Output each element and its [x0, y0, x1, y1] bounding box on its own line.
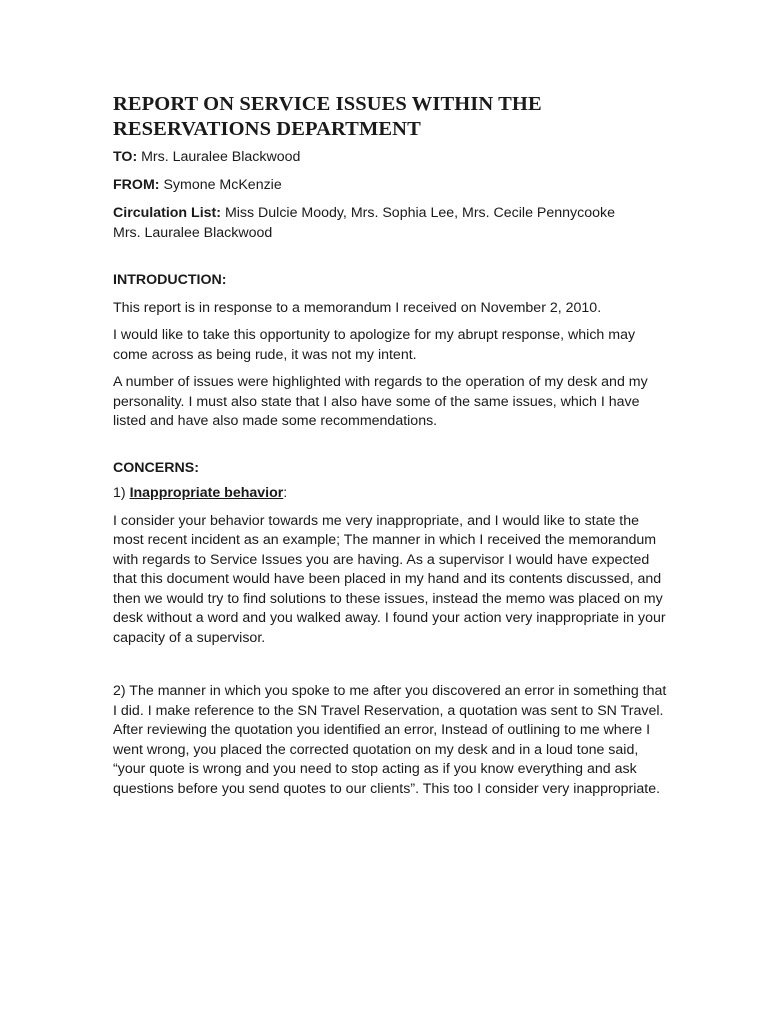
concern-1-text: I consider your behavior towards me very inappropriate, and I would like to state the most recent incident as an example; The manner in which I received the memorandum with regards to Service Issues you are having. As a supervisor I would have expected that this document would have been placed in my hand and its contents discussed, and then we would try to find solutions to these issues, instead the memo was placed on my desk without a word and you walked away. I found your action very inappropriate in your capacity of a supervisor. — [113, 512, 666, 646]
concerns-heading: CONCERNS: — [113, 459, 199, 476]
from-value: Symone McKenzie — [159, 176, 282, 193]
introduction-heading: INTRODUCTION: — [113, 272, 227, 288]
introduction-paragraph-2: I would like to take this opportunity to apologize for my abrupt response, which may come across as being rude, it was not my intent. — [113, 327, 636, 363]
circulation-value: Miss Dulcie Moody, Mrs. Sophia Lee, Mrs. Cecile Pennycooke — [221, 205, 615, 221]
circulation-value-2: Mrs. Lauralee Blackwood — [113, 224, 273, 241]
concern-1-title — [113, 484, 673, 504]
concern-2-text: 2) The manner in which you spoke to me after you discovered an error in something that I did. I make reference to the SN Travel Reservation, a quotation was sent to SN Travel. After reviewing the quotation you identified an error, Instead of outlining to me where I went wrong, you placed the corrected quotation on my desk and in a loud tone said, “your quote is wrong and you need to stop acting as if you know everything and ask questions before you send quotes to our clients”. This too I consider very inappropriate. — [113, 683, 667, 797]
from-label: FROM: — [113, 176, 160, 193]
concern-1-label: Inappropriate behavior — [129, 485, 284, 501]
report-title — [113, 92, 673, 142]
circulation-label: Circulation List: — [113, 205, 221, 221]
report-title-line-1: REPORT ON SERVICE ISSUES WITHIN THE — [113, 93, 542, 115]
introduction-paragraph-3: A number of issues were highlighted with regards to the operation of my desk and my personality. I must also state that I also have some of the same issues, which I have listed and have also made some recommendations. — [113, 374, 648, 429]
document-page — [113, 92, 673, 807]
to-line — [113, 148, 673, 168]
concern-1-suffix: : — [283, 485, 288, 501]
circulation-line — [113, 204, 673, 243]
introduction-paragraph-1: This report is in response to a memorandum I received on November 2, 2010. — [113, 299, 602, 316]
report-title-line-2: RESERVATIONS DEPARTMENT — [113, 118, 421, 140]
to-value: Mrs. Lauralee Blackwood — [137, 149, 301, 165]
to-label: TO: — [113, 149, 138, 165]
concern-1-number: 1) — [113, 485, 130, 501]
from-line — [113, 176, 673, 196]
